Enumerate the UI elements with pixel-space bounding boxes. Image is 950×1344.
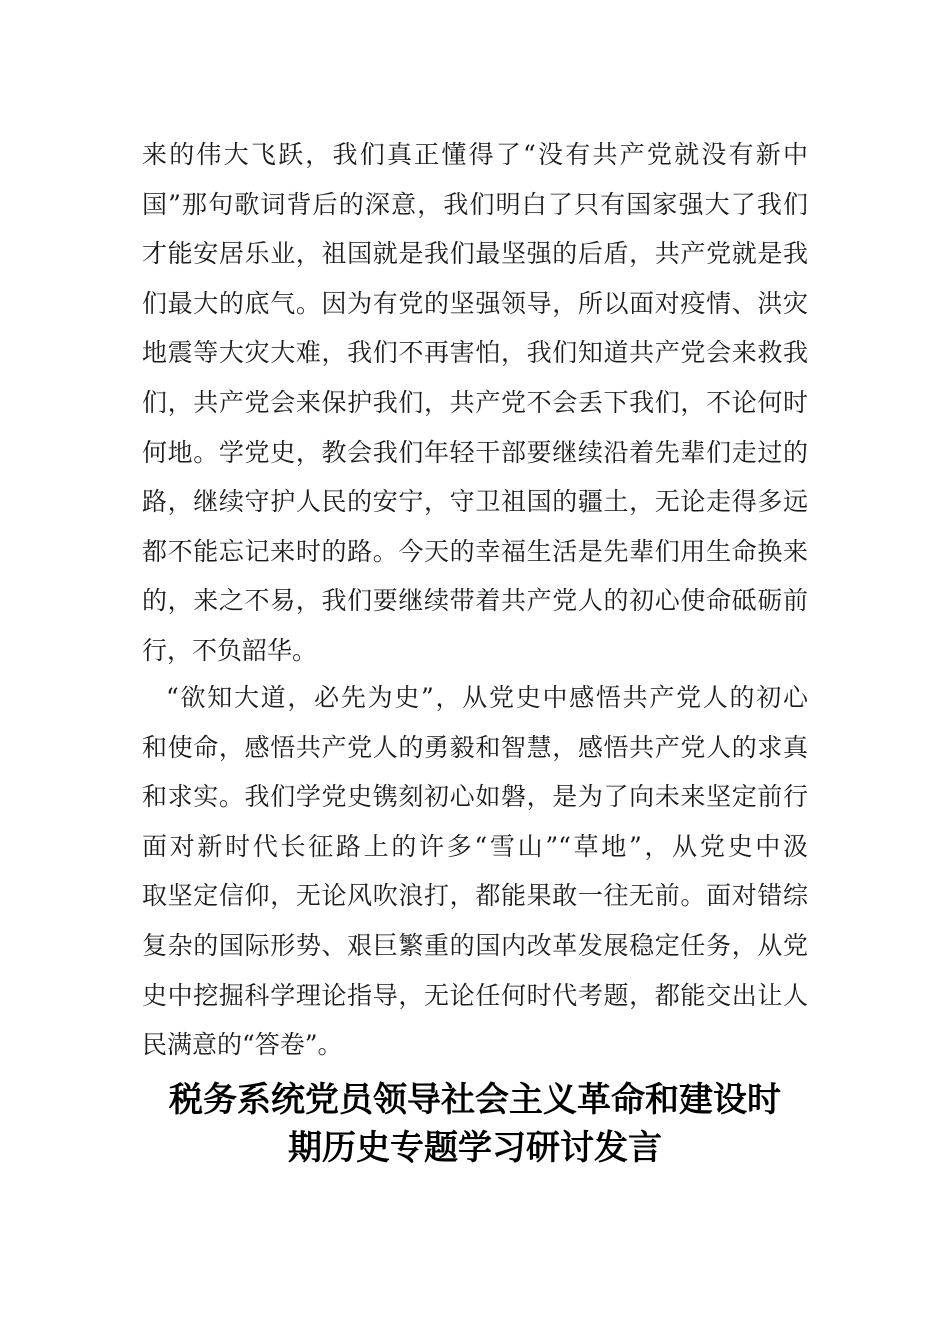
text-line: 才能安居乐业，祖国就是我们最坚强的后盾，共产党就是我 bbox=[142, 239, 808, 269]
section-title bbox=[100, 1076, 850, 1172]
text-line: 们，共产党会来保护我们，共产党不会丢下我们，不论何时 bbox=[142, 387, 808, 417]
text-line: 们最大的底气。因为有党的坚强领导，所以面对疫情、洪灾 bbox=[142, 288, 808, 318]
text-line: 的，来之不易，我们要继续带着共产党人的初心使命砥砺前 bbox=[142, 586, 808, 616]
text-line: 路，继续守护人民的安宁，守卫祖国的疆土，无论走得多远 bbox=[142, 487, 808, 517]
text-line: 都不能忘记来时的路。今天的幸福生活是先辈们用生命换来 bbox=[142, 536, 808, 566]
text-line: 和使命，感悟共产党人的勇毅和智慧，感悟共产党人的求真 bbox=[142, 732, 808, 762]
text-line: 复杂的国际形势、艰巨繁重的国内改革发展稳定任务，从党 bbox=[142, 930, 808, 960]
paragraph-1 bbox=[142, 130, 808, 676]
text-line: “欲知大道，必先为史”，从党史中感悟共产党人的初心 bbox=[166, 683, 808, 712]
text-line: 取坚定信仰，无论风吹浪打，都能果敢一往无前。面对错综 bbox=[142, 881, 808, 911]
title-line: 税务系统党员领导社会主义革命和建设时 bbox=[169, 1080, 781, 1120]
text-line: 何地。学党史，教会我们年轻干部要继续沿着先辈们走过的 bbox=[142, 437, 808, 467]
text-line: 来的伟大飞跃，我们真正懂得了“没有共产党就没有新中 bbox=[142, 140, 808, 169]
paragraph-2 bbox=[142, 673, 808, 1070]
text-line: 史中挖掘科学理论指导，无论任何时代考题，都能交出让人 bbox=[142, 980, 808, 1010]
text-line: 民满意的“答卷”。 bbox=[142, 1030, 343, 1060]
title-line: 期历史专题学习研讨发言 bbox=[288, 1128, 662, 1168]
text-line: 国”那句歌词背后的深意，我们明白了只有国家强大了我们 bbox=[142, 189, 808, 219]
text-line: 行，不负韶华。 bbox=[142, 635, 318, 665]
text-line: 地震等大灾大难，我们不再害怕，我们知道共产党会来救我 bbox=[142, 338, 808, 368]
text-line: 面对新时代长征路上的许多“雪山”“草地”，从党史中汲 bbox=[142, 831, 808, 861]
text-line: 和求实。我们学党史镌刻初心如磐，是为了向未来坚定前行 bbox=[142, 782, 808, 812]
